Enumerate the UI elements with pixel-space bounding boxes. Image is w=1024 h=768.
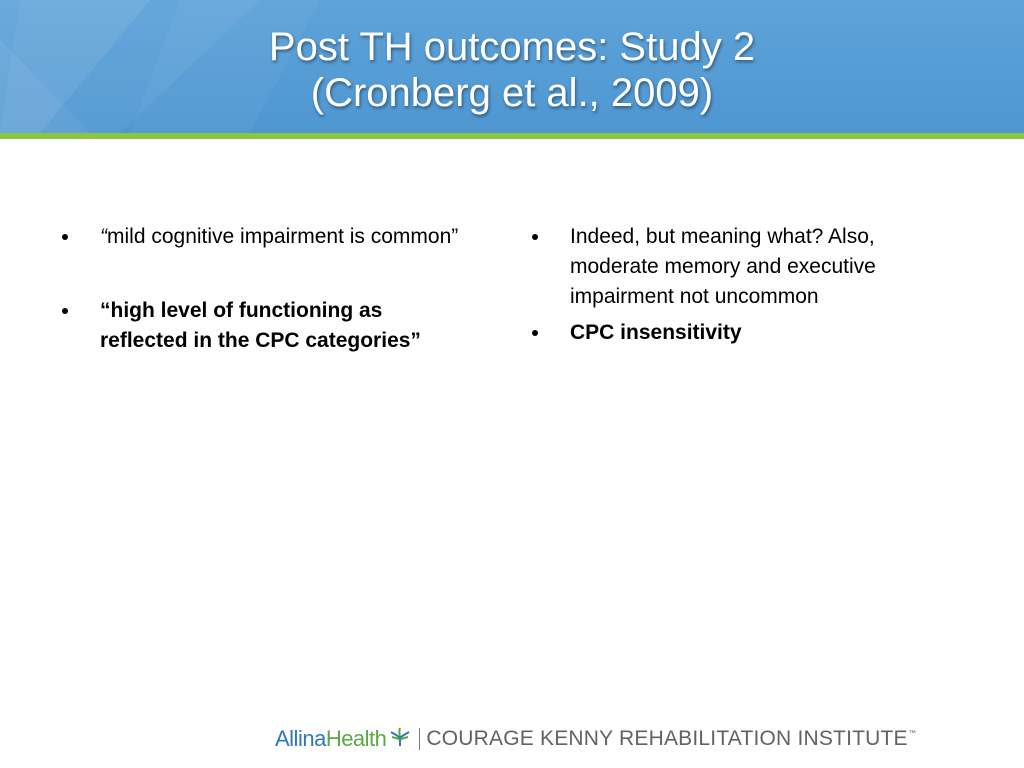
bullet-text: CPC insensitivity bbox=[570, 321, 742, 344]
brand-health: Health bbox=[325, 726, 387, 751]
bullet-open-quote: “ bbox=[100, 225, 107, 248]
bullet-text: Indeed, but meaning what? Also, moderate memory and executive impairment not uncommon bbox=[570, 225, 876, 308]
brand-trademark: ™ bbox=[908, 729, 916, 737]
bullet-item bbox=[530, 222, 950, 312]
right-bullet-column bbox=[530, 222, 950, 348]
slide-title-line-1: Post TH outcomes: Study 2 bbox=[268, 25, 756, 69]
brand-divider bbox=[419, 728, 420, 750]
slide-title-line-2: (Cronberg et al., 2009) bbox=[310, 71, 714, 115]
brand-allina: Allina bbox=[275, 726, 326, 751]
bullet-item bbox=[530, 318, 950, 348]
bullet-item bbox=[60, 296, 460, 356]
bullet-text: “high level of functioning as reflected in the CPC categories” bbox=[100, 299, 421, 352]
title-banner bbox=[0, 0, 1024, 133]
title-banner-stripe bbox=[0, 133, 1024, 139]
footer-brand bbox=[275, 724, 916, 754]
brand-institute: COURAGE KENNY REHABILITATION INSTITUTE bbox=[426, 727, 908, 750]
slide-title bbox=[0, 24, 1024, 116]
bullet-item bbox=[60, 222, 460, 252]
bullet-text: mild cognitive impairment is common” bbox=[107, 225, 459, 248]
allina-tree-logo-icon bbox=[389, 727, 411, 752]
left-bullet-column bbox=[60, 222, 460, 356]
